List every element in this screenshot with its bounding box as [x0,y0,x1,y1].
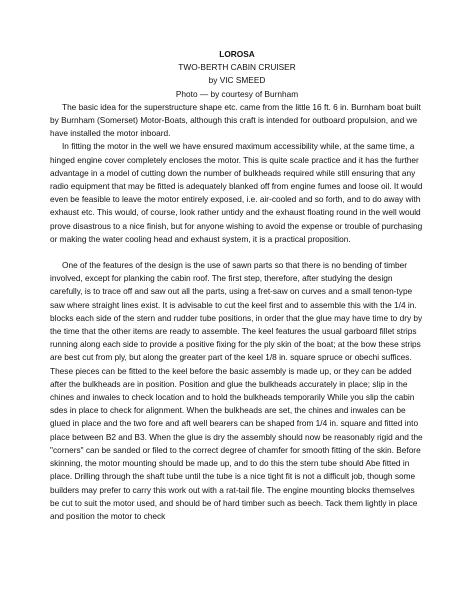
article-page [50,48,424,523]
article-title: LOROSA [219,49,255,59]
article-header [50,48,424,101]
article-subtitle: TWO-BERTH CABIN CRUISER [178,62,296,73]
paragraph-spacer [50,246,424,259]
article-byline: by VIC SMEED [208,75,266,86]
paragraph-intro: The basic idea for the superstructure shape etc. came from the little 16 ft. 6 in. Burnham boat built by Burnham (Somerset) Motor-Boats, although this craft is intended for outboard propulsion, and we have installed the motor inboard. [50,101,421,139]
paragraph-construction: One of the features of the design is the use of sawn parts so that there is no bending of timber involved, except for planking the cabin roof. The first step, therefore, after studying the design carefully, is to trace off and saw out all the parts, using a fret-saw on curves and a small tenon-type saw where straight lines exist. It is advisable to cut the keel first and to assemble this with the 1/4 in. blocks each side of the stern and rudder tube positions, in order that the glue may have time to dry by the time that the other items are ready to assemble. The keel features the usual garboard fillet strips running along each side to provide a positive fixing for the ply skin of the boat; at the bow these strips are best cut from ply, but along the greater part of the keel 1/8 in. square spruce or obechi suffices. These pieces can be fitted to the keel before the basic assembly is made up, or they can be added after the bulkheads are in position. Position and glue the bulkheads accurately in place; slip in the chines and inwales to check location and to hold the bulkheads temporarily While you slip the cabin sdes in place to check for alignment. When the bulkheads are set, the chines and inwales can be glued in place and the two fore and aft well bearers can be shaped from 1/4 in. square and fitted into place between B2 and B3. When the glue is dry the assembly should now be reasonably rigid and the "corners" can be sanded or filed to the correct degree of chamfer for smooth fitting of the skin. Before skinning, the motor mounting should be made up, and to do this the stern tube should Abe fitted in place. Drilling through the shaft tube until the tube is a nice tight fit is not a difficult job, though some builders may prefer to carry this work out with a rat-tail file. The engine mounting blocks themselves be cut to suit the motor used, and should be of hard timber such as beech. Tack them lightly in place and position the motor to check [50,260,423,521]
photo-credit: Photo — by courtesy of Burnham [175,88,299,99]
paragraph-motor-fitting: In fitting the motor in the well we have ensured maximum accessibility while, at the same time, a hinged engine cover completely encloses the motor. This is quite scale practice and it has the further advantage in a model of cutting down the number of bulkheads required while still ensuring that any radio equipment that may be fitted is adequately blanked off from engine fumes and loose oil. It would even be feasible to leave the motor entirely exposed, i.e. air-cooled and so forth, and to do away with exhaust etc. This would, of course, look rather untidy and the exhaust floating round in the well would prove disastrous to a nice finish, but for anyone wishing to avoid the expense or trouble of purchasing or making the water cooling head and exhaust system, it is a practical proposition. [50,141,423,244]
